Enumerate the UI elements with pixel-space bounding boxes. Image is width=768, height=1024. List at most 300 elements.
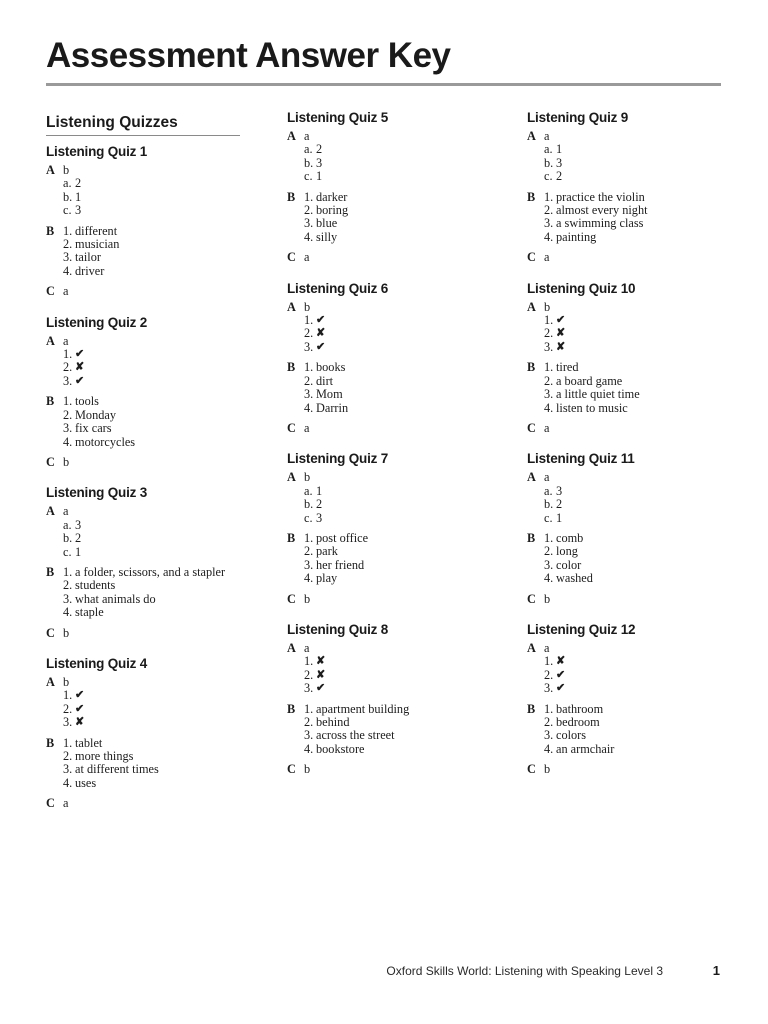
answer-item xyxy=(544,314,747,327)
answer-part xyxy=(527,532,747,586)
answer-item xyxy=(63,395,240,408)
answer-item xyxy=(544,572,747,585)
part-answer: a xyxy=(544,420,550,435)
answer-part xyxy=(287,422,507,435)
check-mark-icon: ✔ xyxy=(75,689,85,702)
answer-part xyxy=(287,251,507,264)
answer-item xyxy=(304,217,507,230)
item-number: b. xyxy=(544,155,554,170)
part-letter: A xyxy=(287,129,296,143)
answer-item xyxy=(544,729,747,742)
answer-item xyxy=(63,361,240,374)
item-number: 3. xyxy=(304,681,314,696)
answer-item xyxy=(304,559,507,572)
item-number: 3. xyxy=(63,591,73,606)
answer-part xyxy=(287,593,507,606)
part-letter: B xyxy=(527,189,536,204)
quiz-block xyxy=(527,281,747,436)
item-number: 1. xyxy=(544,360,554,375)
answer-item xyxy=(544,375,747,388)
part-letter: A xyxy=(527,470,536,485)
item-text: 3 xyxy=(556,483,563,498)
item-number: 2. xyxy=(544,326,554,341)
cross-mark-icon: ✘ xyxy=(556,327,566,340)
part-letter: C xyxy=(527,420,536,435)
page-number: 1 xyxy=(712,963,720,978)
part-body xyxy=(304,361,507,415)
answer-item xyxy=(304,191,507,204)
item-text: staple xyxy=(75,605,104,620)
answer-item xyxy=(304,402,507,415)
answer-item xyxy=(304,157,507,170)
part-body xyxy=(544,130,747,184)
item-text: bookstore xyxy=(316,741,365,756)
answer-part xyxy=(287,471,507,525)
item-number: 3. xyxy=(304,387,314,402)
item-text: 3 xyxy=(316,155,323,170)
cross-mark-icon: ✘ xyxy=(316,655,326,668)
item-text: 2 xyxy=(75,176,82,191)
item-text: Monday xyxy=(75,407,116,422)
answer-item xyxy=(63,177,240,190)
item-number: c. xyxy=(63,203,72,218)
quiz-title: Listening Quiz 3 xyxy=(46,485,148,501)
part-body xyxy=(544,763,747,776)
quiz-block xyxy=(46,144,240,299)
answer-part xyxy=(287,301,507,355)
answer-part xyxy=(287,361,507,415)
item-number: 2. xyxy=(544,203,554,218)
answer-item xyxy=(63,777,240,790)
part-letter: B xyxy=(287,360,296,375)
answer-item xyxy=(63,191,240,204)
item-text: uses xyxy=(75,775,97,790)
item-text: tablet xyxy=(75,735,103,750)
part-body xyxy=(63,566,240,620)
part-answer: b xyxy=(544,591,551,606)
answer-item xyxy=(304,498,507,511)
part-letter: C xyxy=(287,762,296,777)
item-number: 4. xyxy=(544,229,554,244)
part-answer: b xyxy=(63,674,70,689)
item-number: 2. xyxy=(304,373,314,388)
answer-item xyxy=(304,485,507,498)
item-number: 2. xyxy=(63,407,73,422)
check-mark-icon: ✔ xyxy=(556,668,566,681)
part-letter: A xyxy=(527,640,536,655)
item-number: 3. xyxy=(63,762,73,777)
item-text: more things xyxy=(75,749,134,763)
item-text: 1 xyxy=(75,189,82,204)
check-mark-icon: ✔ xyxy=(75,374,85,387)
item-number: a. xyxy=(63,517,72,532)
item-text: comb xyxy=(556,530,584,545)
answer-item xyxy=(544,512,747,525)
part-body xyxy=(304,532,507,586)
part-letter: A xyxy=(287,470,296,485)
item-number: b. xyxy=(544,497,554,512)
item-text: park xyxy=(316,544,338,559)
answer-part xyxy=(46,285,240,298)
quiz-block xyxy=(46,315,240,470)
item-number: 2. xyxy=(304,715,314,729)
answer-part xyxy=(287,763,507,776)
quiz-title: Listening Quiz 8 xyxy=(287,621,389,637)
item-number: b. xyxy=(304,497,314,512)
part-body xyxy=(63,737,240,791)
check-mark-icon: ✔ xyxy=(556,314,566,327)
part-letter: C xyxy=(287,591,296,606)
answer-item xyxy=(544,217,747,230)
answer-part xyxy=(46,335,240,389)
part-letter: A xyxy=(46,333,55,348)
answer-part xyxy=(527,301,747,355)
item-text: driver xyxy=(75,263,105,278)
item-number: 4. xyxy=(544,741,554,756)
answer-item xyxy=(63,422,240,435)
answer-part xyxy=(527,191,747,245)
part-answer: b xyxy=(63,454,70,469)
part-body xyxy=(304,642,507,696)
answer-item xyxy=(544,157,747,170)
answer-item xyxy=(304,327,507,340)
answer-item xyxy=(544,498,747,511)
item-number: 1. xyxy=(544,189,554,204)
item-number: 4. xyxy=(63,434,73,449)
item-number: 2. xyxy=(544,373,554,388)
item-number: 2. xyxy=(544,544,554,559)
part-answer: b xyxy=(63,625,70,640)
quiz-title: Listening Quiz 11 xyxy=(527,451,635,467)
part-letter: C xyxy=(527,250,536,265)
answer-item xyxy=(304,669,507,682)
item-number: 3. xyxy=(544,387,554,402)
answer-part xyxy=(46,737,240,791)
item-text: bedroom xyxy=(556,715,600,729)
item-number: a. xyxy=(63,176,72,191)
item-text: students xyxy=(75,578,116,593)
item-text: washed xyxy=(556,571,593,586)
part-body xyxy=(63,456,240,469)
part-answer: a xyxy=(544,640,550,655)
item-text: post office xyxy=(316,530,369,545)
part-letter: B xyxy=(287,189,296,204)
column-1 xyxy=(46,110,240,827)
part-letter: C xyxy=(46,625,55,640)
answer-item xyxy=(304,545,507,558)
item-text: darker xyxy=(316,189,348,204)
answer-item xyxy=(304,231,507,244)
answer-part xyxy=(527,251,747,264)
item-number: 3. xyxy=(63,373,73,388)
quiz-title: Listening Quiz 9 xyxy=(527,110,629,125)
part-letter: C xyxy=(527,762,536,777)
answer-item xyxy=(544,743,747,756)
part-answer: b xyxy=(304,591,311,606)
part-body xyxy=(544,532,747,586)
item-number: 4. xyxy=(304,400,314,415)
answer-item xyxy=(304,572,507,585)
part-answer: a xyxy=(304,129,310,143)
check-mark-icon: ✔ xyxy=(556,682,566,695)
item-text: silly xyxy=(316,229,338,244)
item-number: 2. xyxy=(304,544,314,559)
item-number: 4. xyxy=(63,775,73,790)
item-text: color xyxy=(556,557,582,572)
item-text: an armchair xyxy=(556,741,615,756)
item-text: 1 xyxy=(316,483,323,498)
item-number: a. xyxy=(304,142,313,157)
item-number: 2. xyxy=(544,667,554,682)
answer-item xyxy=(304,743,507,756)
answer-item xyxy=(544,231,747,244)
part-answer: a xyxy=(63,333,69,348)
item-text: play xyxy=(316,571,338,586)
item-number: c. xyxy=(544,510,553,525)
part-letter: B xyxy=(527,530,536,545)
part-letter: A xyxy=(527,129,536,143)
answer-item xyxy=(63,436,240,449)
item-number: 4. xyxy=(304,571,314,586)
part-body xyxy=(304,593,507,606)
item-number: 2. xyxy=(63,360,73,375)
item-text: bathroom xyxy=(556,701,604,716)
answer-item xyxy=(304,388,507,401)
part-answer: a xyxy=(304,640,310,655)
quiz-title: Listening Quiz 4 xyxy=(46,655,148,671)
item-text: Darrin xyxy=(316,400,349,415)
check-mark-icon: ✔ xyxy=(316,340,326,353)
item-number: a. xyxy=(544,483,553,498)
item-number: c. xyxy=(544,169,553,184)
item-number: 1. xyxy=(63,223,73,238)
quiz-block xyxy=(527,622,747,777)
answer-item xyxy=(63,737,240,750)
answer-item xyxy=(544,402,747,415)
item-number: b. xyxy=(304,155,314,170)
answer-item xyxy=(63,716,240,729)
answer-item xyxy=(63,750,240,763)
answer-part xyxy=(527,422,747,435)
quiz-block xyxy=(287,451,507,606)
answer-item xyxy=(63,409,240,422)
item-text: a little quiet time xyxy=(556,387,640,402)
answer-item xyxy=(304,512,507,525)
answer-part xyxy=(46,164,240,218)
answer-part xyxy=(527,703,747,757)
part-letter: B xyxy=(46,394,55,409)
quiz-title: Listening Quiz 2 xyxy=(46,314,148,330)
answer-item xyxy=(304,375,507,388)
part-body xyxy=(63,225,240,279)
item-number: 1. xyxy=(63,564,73,579)
part-body xyxy=(304,191,507,245)
item-number: b. xyxy=(63,189,73,204)
part-letter: C xyxy=(46,284,55,299)
item-text: 1 xyxy=(556,510,563,525)
quiz-block xyxy=(46,656,240,811)
answer-item xyxy=(544,204,747,217)
answer-part xyxy=(527,763,747,776)
cross-mark-icon: ✘ xyxy=(556,340,566,353)
answer-item xyxy=(63,532,240,545)
quiz-block xyxy=(46,485,240,640)
answer-item xyxy=(63,593,240,606)
answer-item xyxy=(544,682,747,695)
item-text: colors xyxy=(556,728,587,743)
answer-part xyxy=(287,191,507,245)
item-text: 2 xyxy=(75,531,82,546)
part-body xyxy=(544,191,747,245)
item-number: 4. xyxy=(544,571,554,586)
answer-item xyxy=(544,191,747,204)
answer-item xyxy=(63,566,240,579)
check-mark-icon: ✔ xyxy=(75,702,85,715)
column-3 xyxy=(527,110,747,793)
part-body xyxy=(304,251,507,264)
section-heading: Listening Quizzes xyxy=(46,110,240,136)
quiz-title: Listening Quiz 10 xyxy=(527,280,636,296)
item-text: behind xyxy=(316,715,350,729)
part-body xyxy=(304,471,507,525)
part-body xyxy=(63,395,240,449)
item-text: fix cars xyxy=(75,421,112,436)
answer-item xyxy=(63,519,240,532)
item-number: 3. xyxy=(304,216,314,231)
answer-item xyxy=(304,532,507,545)
part-body xyxy=(544,703,747,757)
item-number: 4. xyxy=(544,400,554,415)
item-number: 1. xyxy=(63,394,73,409)
answer-item xyxy=(63,579,240,592)
part-body xyxy=(304,763,507,776)
part-letter: A xyxy=(287,299,296,314)
part-letter: B xyxy=(527,360,536,375)
item-number: 3. xyxy=(544,728,554,743)
part-letter: A xyxy=(527,299,536,314)
answer-item xyxy=(544,388,747,401)
item-number: c. xyxy=(304,169,313,184)
item-number: 3. xyxy=(544,681,554,696)
item-text: almost every night xyxy=(556,203,648,218)
item-number: 1. xyxy=(304,654,314,669)
part-body xyxy=(304,130,507,184)
cross-mark-icon: ✘ xyxy=(75,716,85,729)
answer-part xyxy=(46,456,240,469)
part-letter: A xyxy=(46,674,55,689)
part-body xyxy=(544,251,747,264)
part-answer: b xyxy=(304,470,311,485)
item-number: 4. xyxy=(304,229,314,244)
part-body xyxy=(544,642,747,696)
answer-item xyxy=(544,532,747,545)
part-answer: a xyxy=(63,504,69,519)
column-2 xyxy=(287,110,507,793)
part-body xyxy=(63,505,240,559)
part-letter: B xyxy=(287,701,296,716)
answer-part xyxy=(287,130,507,184)
item-text: 3 xyxy=(75,203,82,218)
item-text: 2 xyxy=(316,497,323,512)
part-body xyxy=(63,164,240,218)
page-title: Assessment Answer Key xyxy=(46,36,451,75)
footer-text: Oxford Skills World: Listening with Speaking Level 3 xyxy=(386,964,663,978)
item-number: 1. xyxy=(544,654,554,669)
item-number: 1. xyxy=(544,313,554,328)
part-body xyxy=(63,335,240,389)
answer-item xyxy=(304,204,507,217)
part-letter: C xyxy=(46,796,55,811)
part-answer: a xyxy=(544,250,550,265)
part-body xyxy=(304,703,507,757)
answer-item xyxy=(304,361,507,374)
part-answer: a xyxy=(63,796,69,811)
part-letter: B xyxy=(46,564,55,579)
answer-part xyxy=(527,130,747,184)
cross-mark-icon: ✘ xyxy=(316,327,326,340)
part-letter: C xyxy=(287,250,296,265)
item-number: 3. xyxy=(304,557,314,572)
item-number: 3. xyxy=(304,339,314,354)
item-text: 2 xyxy=(556,169,563,184)
quiz-block xyxy=(287,281,507,436)
item-number: 3. xyxy=(304,728,314,743)
cross-mark-icon: ✘ xyxy=(316,668,326,681)
title-rule xyxy=(46,83,721,86)
check-mark-icon: ✔ xyxy=(75,348,85,361)
part-answer: a xyxy=(304,420,310,435)
answer-part xyxy=(46,676,240,730)
item-number: 4. xyxy=(63,263,73,278)
answer-item xyxy=(544,545,747,558)
item-number: 2. xyxy=(304,203,314,218)
part-letter: A xyxy=(46,163,55,177)
answer-item xyxy=(304,143,507,156)
item-number: 2. xyxy=(304,667,314,682)
item-text: apartment building xyxy=(316,701,410,716)
answer-part xyxy=(287,703,507,757)
item-number: c. xyxy=(304,510,313,525)
item-number: 2. xyxy=(63,749,73,763)
answer-item xyxy=(304,682,507,695)
answer-item xyxy=(63,375,240,388)
answer-item xyxy=(63,606,240,619)
part-letter: B xyxy=(46,223,55,238)
item-text: 3 xyxy=(316,510,323,525)
answer-item xyxy=(63,689,240,702)
check-mark-icon: ✔ xyxy=(316,314,326,327)
part-body xyxy=(63,285,240,298)
answer-part xyxy=(527,361,747,415)
answer-item xyxy=(63,763,240,776)
answer-part xyxy=(46,566,240,620)
quiz-title: Listening Quiz 12 xyxy=(527,621,636,637)
item-number: b. xyxy=(63,531,73,546)
item-text: practice the violin xyxy=(556,189,645,204)
answer-item xyxy=(63,251,240,264)
part-answer: a xyxy=(544,470,550,485)
item-text: what animals do xyxy=(75,591,156,606)
item-number: a. xyxy=(544,142,553,157)
part-answer: b xyxy=(544,299,551,314)
part-body xyxy=(304,422,507,435)
item-text: a board game xyxy=(556,373,623,388)
part-answer: b xyxy=(544,762,551,777)
item-number: 1. xyxy=(304,701,314,716)
answer-item xyxy=(63,546,240,559)
answer-item xyxy=(544,655,747,668)
part-letter: C xyxy=(287,420,296,435)
